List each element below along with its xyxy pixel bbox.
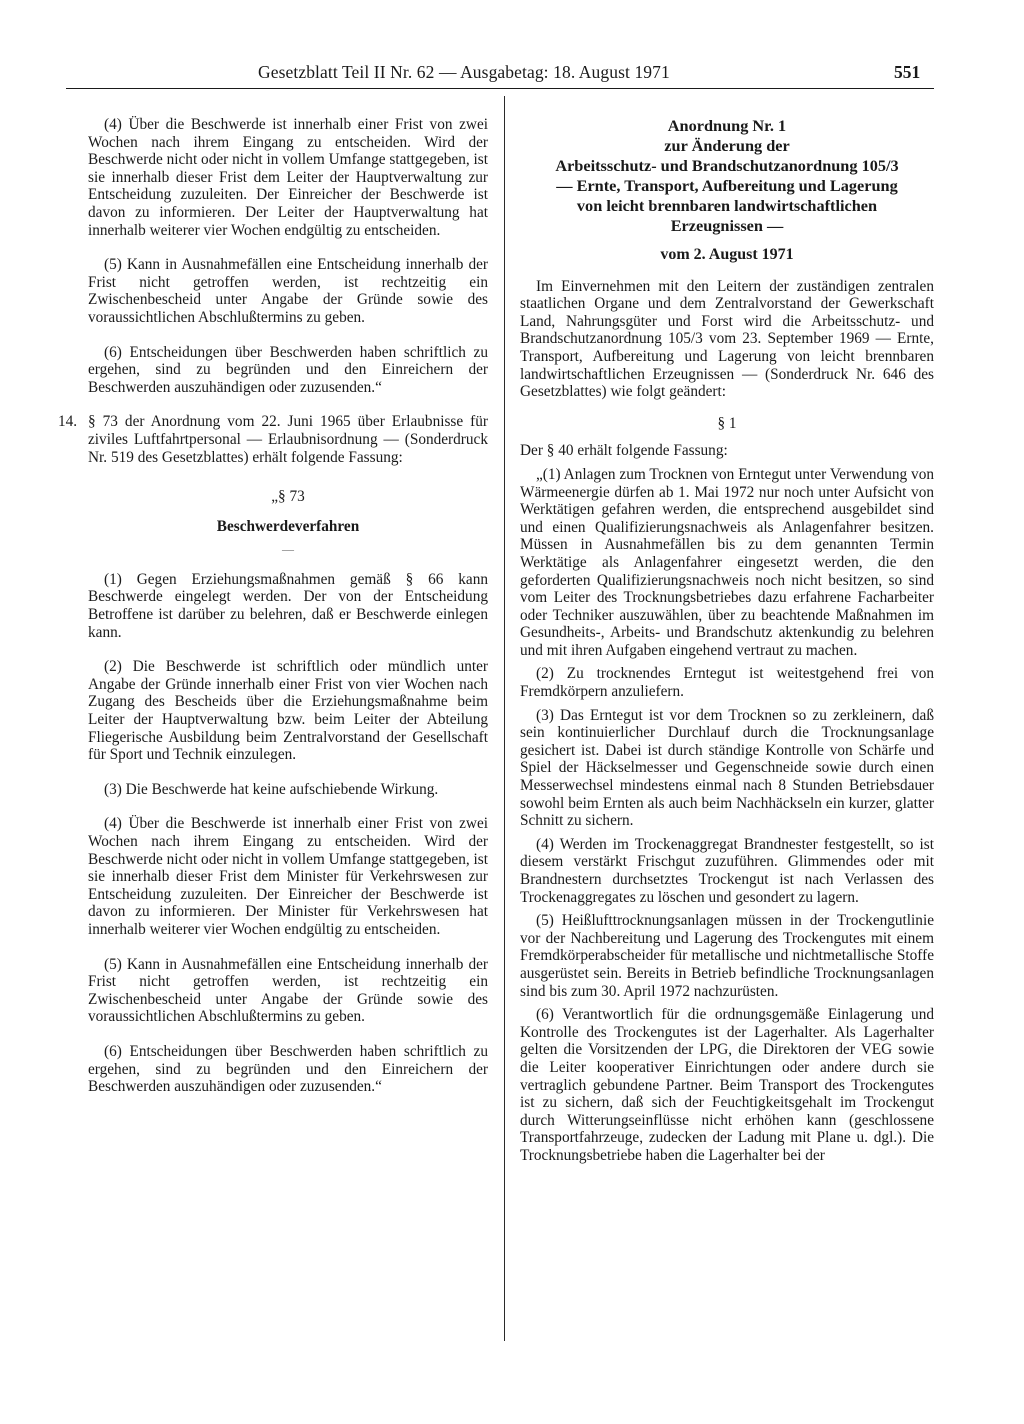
page-number: 551 xyxy=(894,62,921,82)
column-divider xyxy=(504,96,505,1341)
paragraph-6-first: (6) Entscheidungen über Beschwerden haben schriftlich zu ergehen, sind zu begründen und den Einreichern der Beschwerden auszuhändigen oder zuzusenden.“ xyxy=(88,343,488,396)
title-line-3: Arbeitsschutz- und Brandschutzanordnung 105/3 xyxy=(555,156,899,175)
paragraph-1: (1) Gegen Erziehungsmaßnahmen gemäß § 66 kann Beschwerde eingelegt werden. Der von der Entscheidung Betroffene ist darüber zu belehren, daß er Beschwerde einlegen kann. xyxy=(88,570,488,641)
right-paragraph-4: (4) Werden im Trockenaggregat Brandnester festgestellt, so ist diesem verstärkt Frischgut zuzuführen. Glimmendes oder mit Brandnestern durchsetztes Trockengut ist nach Verlassen des Trockenaggregates zu löschen und gesondert zu lagern. xyxy=(520,835,934,906)
paragraph-6-second: (6) Entscheidungen über Beschwerden haben schriftlich zu ergehen, sind zu begründen und den Einreichern der Beschwerden auszuhändigen oder zuzusenden.“ xyxy=(88,1042,488,1096)
title-line-6: Erzeugnissen — xyxy=(670,216,784,235)
section-1-label: § 1 xyxy=(717,414,737,432)
title-line-2: zur Änderung der xyxy=(664,136,790,155)
right-paragraph-1: „(1) Anlagen zum Trocknen von Erntegut unter Verwendung von Wärmeenergie dürfen ab 1. Mai 1972 nur noch unter Aufsicht von Werktätigen gefahren werden, die entsprechend ausgebildet sind und einen Qualifizierungsnachweis als Anlagenfahrer besitzen. Müssen in Ausnahmefällen bis zu dem genannten Termin Werktätige als Anlagenfahrer eingesetzt werden, die den geforderten Qualifizierungsnachweis noch nicht besitzen, so sind vom Leiter des Trocknungsbetriebes dazu erfahrene Facharbeiter oder Techniker auszuwählen, über zu beachtende Maßnahmen im Gesundheits-, Arbeits- und Brandschutz aktenkundig zu belehren und mit ihren Aufgaben eingehend vertraut zu machen. xyxy=(520,465,934,659)
title-line-5: von leicht brennbaren landwirtschaftlichen xyxy=(576,196,878,215)
item-14-number: 14. xyxy=(58,413,78,431)
paragraph-4-first: (4) Über die Beschwerde ist innerhalb einer Frist von zwei Wochen nach ihrem Eingang zu entscheiden. Wird der Beschwerde nicht oder nicht in vollem Umfange stattgegeben, ist sie innerhalb dieser Frist dem Leiter der Hauptverwaltung zur Entscheidung zuzuleiten. Der Einreicher der Beschwerde ist davon zu informieren. Der Leiter der Hauptverwaltung hat innerhalb weiterer vier Wochen endgültig zu entscheiden. xyxy=(88,116,488,239)
section-73-title: Beschwerdeverfahren xyxy=(216,517,360,535)
paragraph-5-first: (5) Kann in Ausnahmefällen eine Entscheidung innerhalb der Frist nicht getroffen werden, ist rechtzeitig ein Zwischenbescheid unter Angabe der Gründe sowie des voraussichtlichen Abschlußtermins zu geben. xyxy=(88,256,488,326)
ordinance-date: vom 2. August 1971 xyxy=(660,246,794,263)
left-column xyxy=(58,116,488,1096)
right-column xyxy=(520,116,934,1165)
header-title: Gesetzblatt Teil II Nr. 62 — Ausgabetag: 18. August 1971 xyxy=(258,62,670,82)
right-paragraph-3: (3) Das Erntegut ist vor dem Trocknen so zu zerkleinern, daß sein kontinuierlicher Durchlauf durch die Trocknungsanlage gesichert ist. Dabei ist durch ständige Kontrolle von Schärfe und Spiel der Häckselmesser und Gegenschneide sowie durch einen Messerwechsel mindestens einmal nach 8 Stunden Betriebsdauer sowohl beim Ernten als auch beim Nachhäckseln ein kurzer, glatter Schnitt zu sichern. xyxy=(520,706,934,830)
paragraph-4-second: (4) Über die Beschwerde ist innerhalb einer Frist von zwei Wochen nach ihrem Eingang zu entscheiden. Wird der Beschwerde nicht oder nicht in vollem Umfange stattgegeben, ist sie innerhalb dieser Frist dem Minister für Verkehrswesen zur Entscheidung zuzuleiten. Der Einreicher der Beschwerde ist davon zu informieren. Der Minister für Verkehrswesen hat innerhalb weiterer vier Wochen endgültig zu entscheiden. xyxy=(88,815,488,938)
item-14-text: § 73 der Anordnung vom 22. Juni 1965 über Erlaubnisse für ziviles Luftfahrtpersonal — Erlaubnisordnung — (Sonderdruck Nr. 519 des Gesetzblattes) erhält folgende Fassung: xyxy=(88,413,488,466)
page-header xyxy=(0,62,1024,88)
paragraph-3: (3) Die Beschwerde hat keine aufschiebende Wirkung. xyxy=(104,780,439,798)
title-line-4: — Ernte, Transport, Aufbereitung und Lagerung xyxy=(556,176,898,195)
right-paragraph-2: (2) Zu trocknendes Erntegut ist weitestgehend frei von Fremdkörpern anzuliefern. xyxy=(520,665,934,701)
paragraph-5-second: (5) Kann in Ausnahmefällen eine Entscheidung innerhalb der Frist nicht getroffen werden, ist rechtzeitig ein Zwischenbescheid unter Angabe der Gründe sowie des voraussichtlichen Abschlußtermins zu geben. xyxy=(88,955,488,1026)
intro-paragraph: Im Einvernehmen mit den Leitern der zuständigen zentralen staatlichen Organe und dem Zentralvorstand der Gewerkschaft Land, Nahrungsgüter und Forst wird die Arbeitsschutz- und Brandschutzanordnung 105/3 vom 23. September 1969 — Ernte, Transport, Aufbereitung und Lagerung von leicht brennbaren landwirtschaftlichen Erzeugnissen — (Sonderdruck Nr. 646 des Gesetzblattes) wie folgt geändert: xyxy=(520,277,934,401)
paragraph-2: (2) Die Beschwerde ist schriftlich oder mündlich unter Angabe der Gründe innerhalb einer Frist von vier Wochen nach Zugang des Bescheids über die Erziehungsmaßnahme beim Leiter der Hauptverwaltung bzw. beim Leiter der Abteilung Fliegerische Ausbildung beim Zentralvorstand der Gesellschaft für Sport und Technik einzulegen. xyxy=(88,658,488,764)
item-14 xyxy=(58,413,488,466)
header-rule xyxy=(66,88,934,89)
section-1-intro: Der § 40 erhält folgende Fassung: xyxy=(520,442,728,460)
title-line-1: Anordnung Nr. 1 xyxy=(667,116,787,135)
section-73-label: „§ 73 xyxy=(271,488,305,506)
ordinance-title xyxy=(520,116,934,236)
right-paragraph-6: (6) Verantwortlich für die ordnungsgemäße Einlagerung und Kontrolle des Trockengutes ist der Lagerhalter. Als Lagerhalter gelten die Vorsitzenden der LPG, die Direktoren der VEG sowie die Leiter kooperativer Einrichtungen oder andere durch sie vertraglich gebundene Partner. Beim Transport des Trockengutes ist zu sichern, daß sich der Feuchtigkeitsgehalt im Trockengut durch Witterungseinflüsse nicht erhöhen kann (geschlossene Transportfahrzeuge, zudecken der Ladung mit Plane u. dgl.). Die Trocknungsbetriebe haben die Lagerhalter bei der xyxy=(520,1006,934,1164)
right-paragraph-5: (5) Heißlufttrocknungsanlagen müssen in der Trockengutlinie vor der Nachbereitung und Lagerung des Trockengutes mit einem Fremdkörperabscheider für metallische und nichtmetallische Stoffe ausgerüstet sein. Bereits in Betrieb befindliche Trocknungsanlagen sind bis zum 30. April 1972 nachzurüsten. xyxy=(520,912,934,1000)
separator-mark: — xyxy=(282,542,294,557)
